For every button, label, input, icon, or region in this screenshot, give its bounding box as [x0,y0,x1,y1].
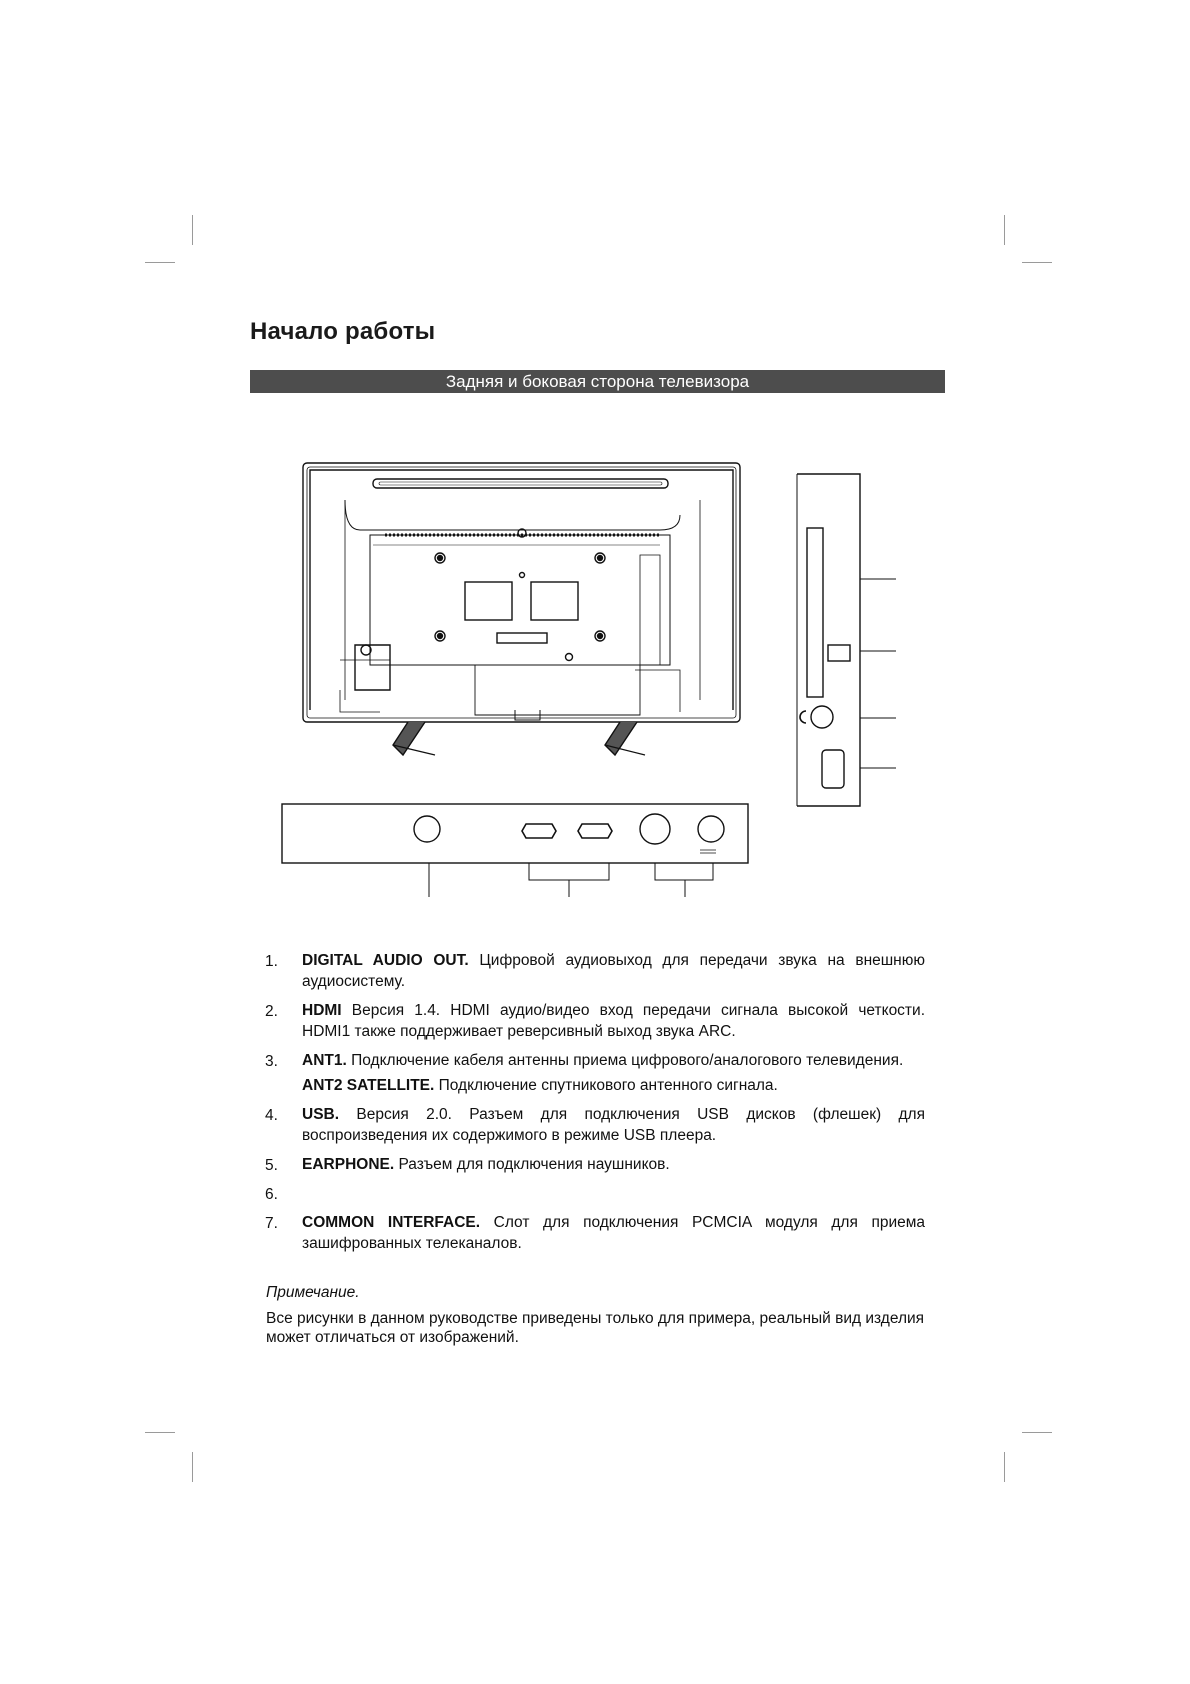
item-number: 7. [265,1215,278,1232]
crop-mark [1004,1452,1005,1482]
list-item [265,1183,925,1204]
item-term: DIGITAL AUDIO OUT. [302,952,469,969]
section-header: Задняя и боковая сторона телевизора [250,370,945,393]
note-text: Все рисунки в данном руководстве приведены только для примера, реальный вид изделия может отличаться от изображений. [266,1310,925,1346]
list-item [265,1212,925,1254]
item-number: 1. [265,953,278,970]
item-term: HDMI [302,1002,342,1019]
item-number: 4. [265,1107,278,1124]
item-term: ANT1. [302,1052,347,1069]
list-item [265,1000,925,1042]
page-title: Начало работы [250,318,436,345]
tv-back-icon [303,463,740,755]
crop-mark [1022,1432,1052,1433]
list-item [265,1154,925,1175]
feature-list [265,950,925,1262]
side-panel-icon [797,474,896,806]
item-term: COMMON INTERFACE. [302,1214,481,1231]
item-term: USB. [302,1106,340,1123]
note-label: Примечание. [266,1284,360,1301]
crop-mark [192,1452,193,1482]
crop-mark [145,1432,175,1433]
item-number: 3. [265,1053,278,1070]
item-desc: Подключение спутникового антенного сигнала. [434,1077,778,1094]
item-desc: Версия 2.0. Разъем для подключения USB дисков (флешек) для воспроизведения их содержимого в режиме USB плеера. [302,1106,925,1144]
list-item [265,1104,925,1146]
item-desc: Подключение кабеля антенны приема цифрового/аналогового телевидения. [346,1052,904,1069]
item-number: 5. [265,1157,278,1174]
item-number: 6. [265,1186,278,1203]
list-item [265,1050,925,1096]
item-desc: Версия 1.4. HDMI аудио/видео вход передачи сигнала высокой четкости. HDMI1 также поддерживает реверсивный выход звука ARC. [302,1002,925,1040]
bottom-panel-icon [282,804,748,897]
item-term: EARPHONE. [302,1156,395,1173]
item-term: ANT2 SATELLITE. [302,1077,435,1094]
item-desc: Цифровой аудиовыход для передачи звука на внешнюю аудиосистему. [302,952,925,990]
item-number: 2. [265,1003,278,1020]
item-desc: Слот для подключения PCMCIA модуля для приема зашифрованных телеканалов. [302,1214,926,1252]
list-item [265,950,925,992]
item-desc: Разъем для подключения наушников. [394,1156,670,1173]
